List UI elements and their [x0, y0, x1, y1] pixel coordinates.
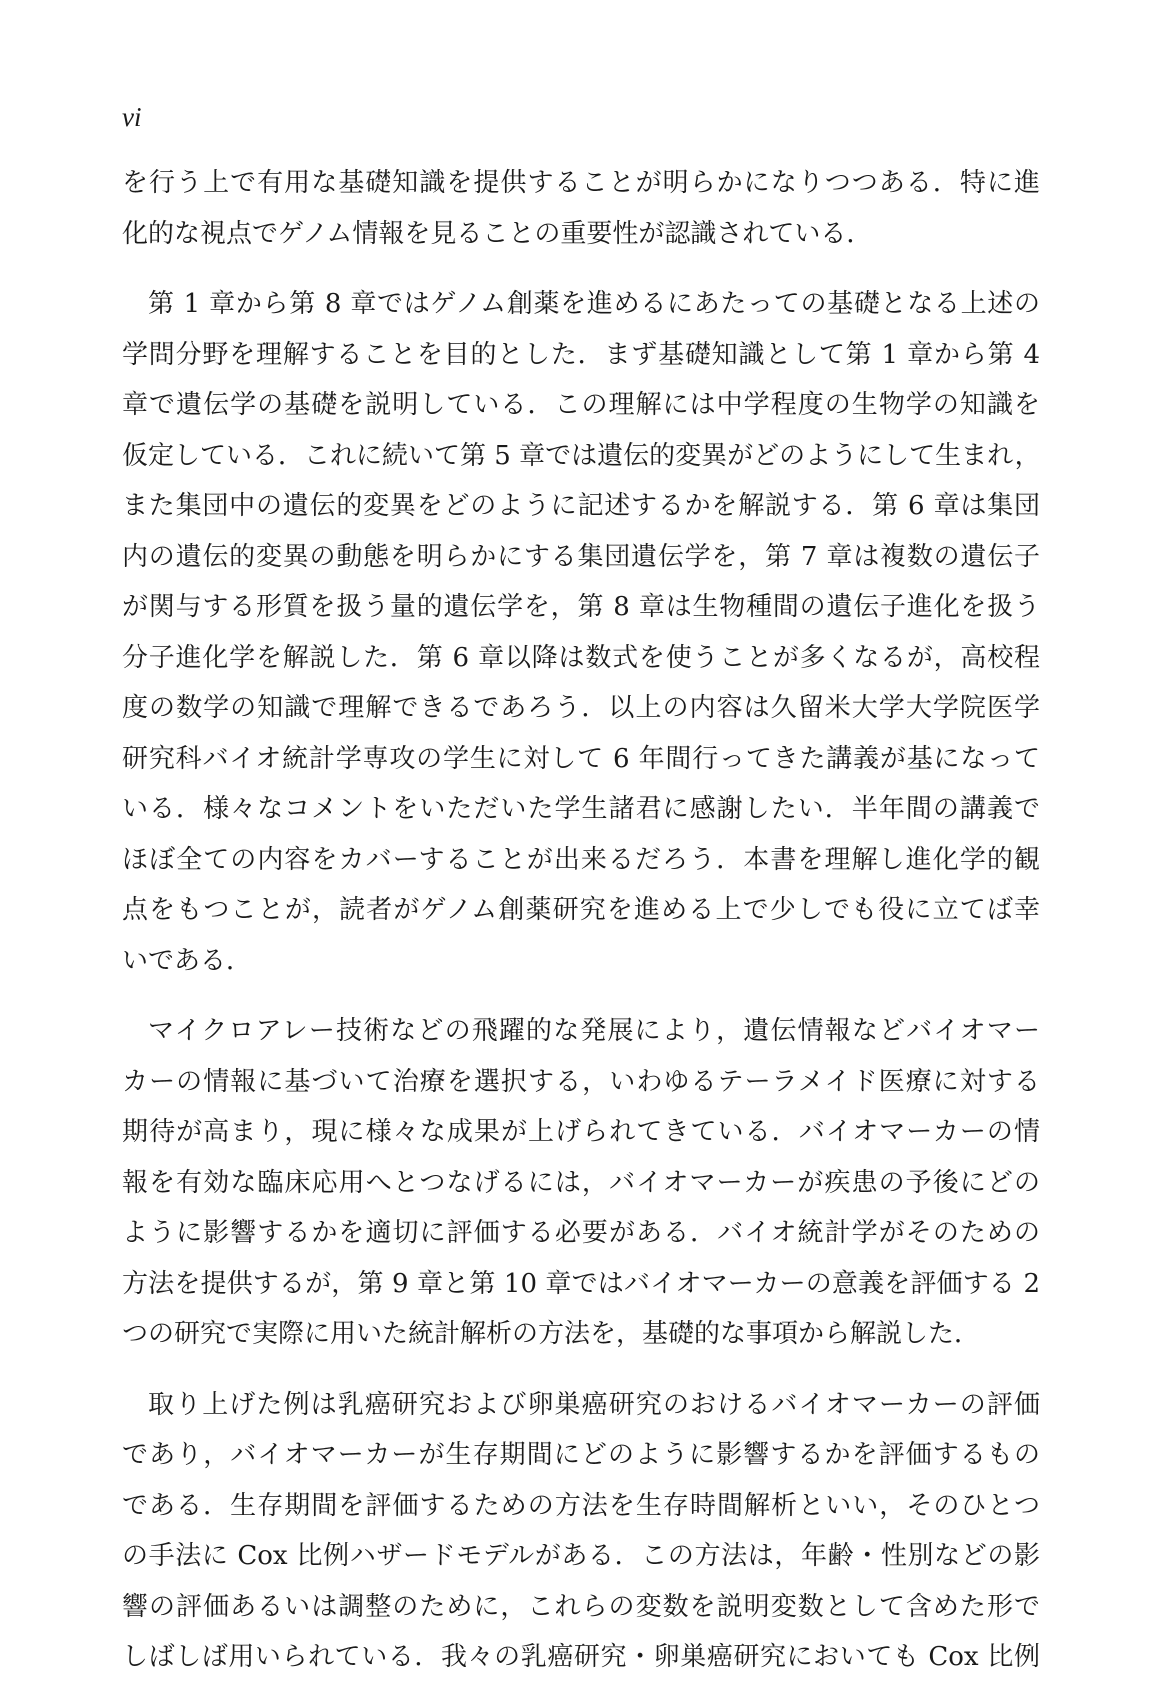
text-line: 仮定している．これに続いて第 5 章では遺伝的変異がどのようにして生まれ， [122, 440, 1041, 471]
text-line: 期待が高まり，現に様々な成果が上げられてきている．バイオマーカーの情 [122, 1117, 1040, 1147]
text-line: 内の遺伝的変異の動態を明らかにする集団遺伝学を，第 7 章は複数の遺伝子 [122, 541, 1040, 572]
text-line: いである． [122, 945, 253, 976]
text-line: 取り上げた例は乳癌研究および卵巣癌研究のおけるバイオマーカーの評価 [148, 1389, 1040, 1420]
text-line: が関与する形質を扱う量的遺伝学を，第 8 章は生物種間の遺伝子進化を扱う [122, 592, 1040, 622]
text-line: カーの情報に基づいて治療を選択する，いわゆるテーラメイド医療に対する [122, 1066, 1040, 1097]
paragraph-4 [122, 1380, 1040, 1683]
text-line: また集団中の遺伝的変異をどのように記述するかを解説する．第 6 章は集団 [122, 491, 1040, 521]
paragraph-2 [122, 279, 1040, 986]
text-line: つの研究で実際に用いた統計解析の方法を，基礎的な事項から解説した． [122, 1319, 981, 1349]
text-line: 点をもつことが，読者がゲノム創薬研究を進める上で少しでも役に立てば幸 [122, 895, 1040, 925]
text-line: マイクロアレー技術などの飛躍的な発展により，遺伝情報などバイオマー [148, 1016, 1040, 1046]
text-line: 研究科バイオ統計学専攻の学生に対して 6 年間行ってきた講義が基になって [122, 743, 1040, 774]
text-line: である．生存期間を評価するための方法を生存時間解析といい，そのひとつ [122, 1490, 1040, 1521]
text-line: 章で遺伝学の基礎を説明している．この理解には中学程度の生物学の知識を [122, 390, 1040, 420]
text-line: であり，バイオマーカーが生存期間にどのように影響するかを評価するもの [122, 1440, 1040, 1470]
text-line: 学問分野を理解することを目的とした．まず基礎知識として第 1 章から第 4 [122, 339, 1040, 370]
text-line: 度の数学の知識で理解できるであろう．以上の内容は久留米大学大学院医学 [122, 693, 1040, 723]
text-line: の手法に Cox 比例ハザードモデルがある．この方法は，年齢・性別などの影 [122, 1541, 1040, 1571]
page-number: vi [122, 102, 142, 132]
text-line: 報を有効な臨床応用へとつなげるには，バイオマーカーが疾患の予後にどの [122, 1167, 1040, 1198]
body-text [122, 158, 1040, 1683]
text-line: ように影響するかを適切に評価する必要がある．バイオ統計学がそのための [122, 1218, 1040, 1248]
text-line: 方法を提供するが，第 9 章と第 10 章ではバイオマーカーの意義を評価する 2 [122, 1268, 1040, 1299]
paragraph-3 [122, 1006, 1040, 1360]
text-line: ほぼ全ての内容をカバーすることが出来るだろう．本書を理解し進化学的観 [122, 844, 1040, 875]
text-line: いる．様々なコメントをいただいた学生諸君に感謝したい．半年間の講義で [122, 794, 1040, 824]
text-line: 分子進化学を解説した．第 6 章以降は数式を使うことが多くなるが，高校程 [122, 642, 1040, 673]
paragraph-1 [122, 158, 1040, 259]
text-line: 化的な視点でゲノム情報を見ることの重要性が認識されている． [122, 218, 873, 249]
text-line: しばしば用いられている．我々の乳癌研究・卵巣癌研究においても Cox 比例 [122, 1642, 1040, 1672]
text-line: 響の評価あるいは調整のために，これらの変数を説明変数として含めた形で [122, 1591, 1040, 1622]
text-line: を行う上で有用な基礎知識を提供することが明らかになりつつある．特に進 [122, 168, 1040, 198]
text-line: 第 1 章から第 8 章ではゲノム創薬を進めるにあたっての基礎となる上述の [148, 289, 1040, 319]
